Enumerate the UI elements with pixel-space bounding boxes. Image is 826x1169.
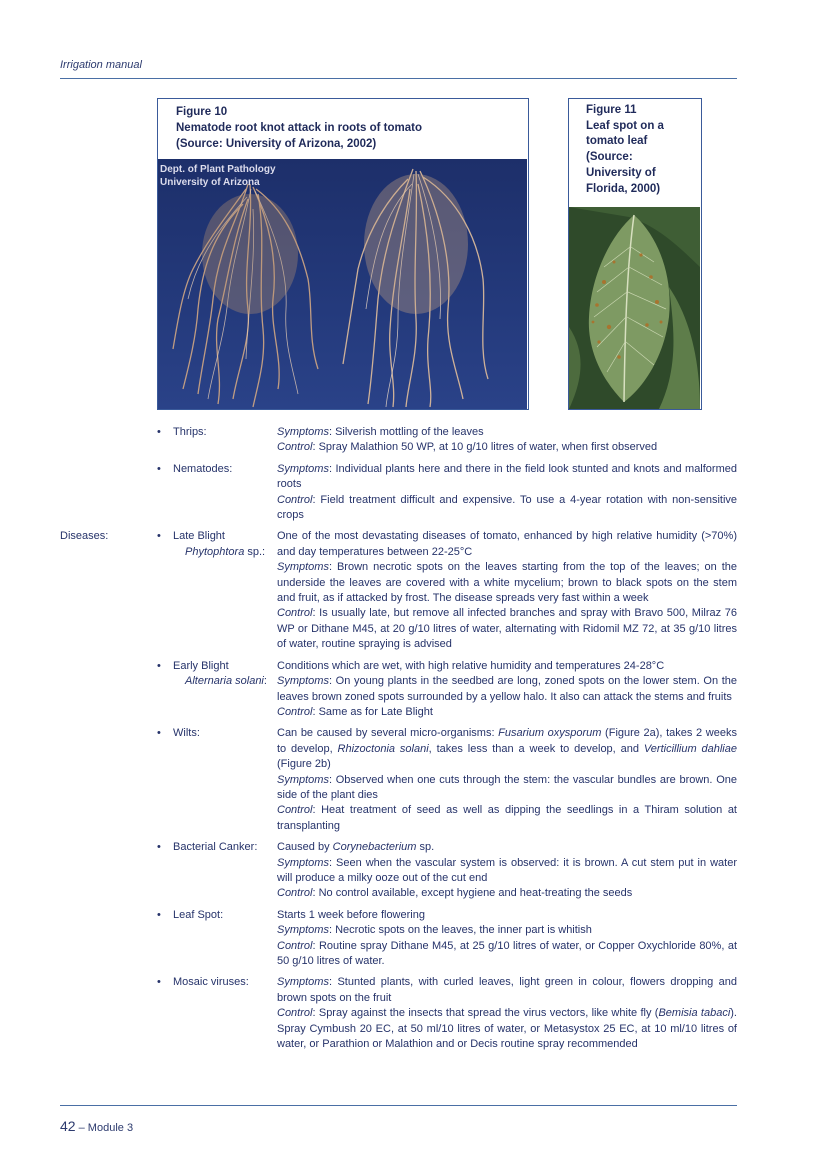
module-label: – Module 3 [75, 1122, 134, 1134]
list-item-early-blight [60, 659, 737, 721]
list-item-wilts [60, 726, 737, 834]
item-name: Leaf Spot: [173, 908, 224, 921]
list-item-thrips [60, 425, 737, 456]
item-name: Early Blight Alternaria solani: [173, 659, 267, 688]
figure-11-caption-line: Florida, 2000) [586, 182, 661, 195]
footer-rule [60, 1105, 737, 1106]
item-name: Thrips: [173, 426, 207, 438]
bullet: • [157, 727, 161, 740]
figure-10 [157, 98, 529, 410]
figure-10-caption [176, 104, 422, 152]
disease-pest-list [60, 425, 737, 1058]
figure-11-caption-line: tomato leaf [586, 135, 648, 148]
figure-10-source: (Source: University of Arizona, 2002) [176, 138, 377, 150]
leaf-photo [569, 207, 700, 409]
figure-11 [568, 98, 702, 410]
bullet: • [157, 841, 161, 854]
photo-credit-line-1: Dept. of Plant Pathology [160, 164, 276, 175]
bullet: • [157, 530, 161, 543]
figure-11-caption-line: (Source: [586, 151, 633, 164]
page-footer [60, 1118, 133, 1136]
figure-11-number: Figure 11 [586, 104, 637, 116]
figure-11-caption-line: Leaf spot on a [586, 119, 664, 132]
figure-10-title: Nematode root knot attack in roots of tomato [176, 122, 422, 134]
bullet: • [157, 659, 161, 672]
item-description: Caused by Corynebacterium sp. Symptoms: Seen when the vascular system is observed: it is brown. A cut stem put in water will produce a milky ooze out of the cut end Control: No control available, except hygiene and heat-treating the seeds [277, 841, 737, 900]
item-description: Symptoms: Silverish mottling of the leaves Control: Spray Malathion 50 WP, at 10 g/10 litres of water, when first observed [277, 426, 658, 454]
figure-11-caption [586, 103, 664, 197]
bullet: • [157, 976, 161, 989]
item-description: Conditions which are wet, with high relative humidity and temperatures 24-28°C Symptoms: On young plants in the seedbed are long, zoned spots on the lower stem. On the leaves brown zoned spots surrounded by a yellow halo. It also can attack the stems and fruits Control: Same as for Late Blight [277, 659, 737, 718]
bullet: • [157, 426, 161, 438]
roots-photo [158, 159, 527, 409]
item-description: Symptoms: Stunted plants, with curled leaves, light green in colour, flowers dropping and brown spots on the fruit Control: Spray against the insects that spread the virus vectors, like white fly (Bemisia tabaci). Spray Cymbush 20 EC, at 50 ml/10 litres of water, or Metasystox 25 EC, at 10 ml/10 litres of water, or Parathion or Malathion and or Decis routine spray recommended [277, 976, 737, 1051]
list-item-mosaic-viruses [60, 975, 737, 1052]
document-title: Irrigation manual [60, 59, 142, 71]
page-number: 42 [60, 1118, 76, 1134]
list-item-late-blight [60, 529, 737, 652]
item-description: Symptoms: Individual plants here and there in the field look stunted and knots and malformed roots Control: Field treatment difficult and expensive. To use a 4-year rotation with non-sensitive crops [277, 462, 737, 522]
photo-credit-line-2: University of Arizona [160, 177, 260, 188]
figure-11-caption-line: University of [586, 166, 656, 179]
item-description: Starts 1 week before flowering Symptoms: Necrotic spots on the leaves, the inner part is whitish Control: Routine spray Dithane M45, at 25 g/10 litres of water, or Copper Oxychloride 80%, at 50 g/10 litres of water. [277, 908, 737, 967]
item-name: Late Blight Phytophtora sp.: [173, 530, 266, 558]
category-label: Diseases: [60, 530, 109, 543]
item-description: One of the most devastating diseases of tomato, enhanced by high relative humidity (>70%) and day temperatures between 22-25°C Symptoms: Brown necrotic spots on the leaves starting from the top of the leaves; on the underside the leaves are covered with a white mycelium; brown to black spots on the stem and fruit, as if attacked by frost. The disease spreads very fast within a week Control: Is usually late, but remove all infected branches and spray with Bravo 500, Milraz 76 WP or Dithane M45, at 20 g/10 litres of water, alternating with Ridomil MZ 72, at 35 g/10 litres of water, routine spraying is advised [277, 530, 737, 651]
bullet: • [157, 908, 161, 921]
item-name: Wilts: [173, 727, 200, 740]
header-rule [60, 78, 737, 79]
item-description: Can be caused by several micro-organisms: Fusarium oxysporum (Figure 2a), takes 2 weeks to develop, Rhizoctonia solani, takes less than a week to develop, and Verticillium dahliae (Figure 2b) Symptoms: Observed when one cuts through the stem: the vascular bundles are brown. One side of the plant dies Control: Heat treatment of seed as well as dipping the seedlings in a Thiram solution at transplanting [277, 727, 737, 832]
list-item-bacterial-canker [60, 840, 737, 902]
list-item-nematodes [60, 462, 737, 524]
item-name: Nematodes: [173, 462, 233, 475]
figure-10-number: Figure 10 [176, 106, 228, 118]
bullet: • [157, 462, 161, 475]
item-name: Bacterial Canker: [173, 841, 258, 854]
list-item-leaf-spot [60, 908, 737, 970]
item-name: Mosaic viruses: [173, 976, 249, 989]
